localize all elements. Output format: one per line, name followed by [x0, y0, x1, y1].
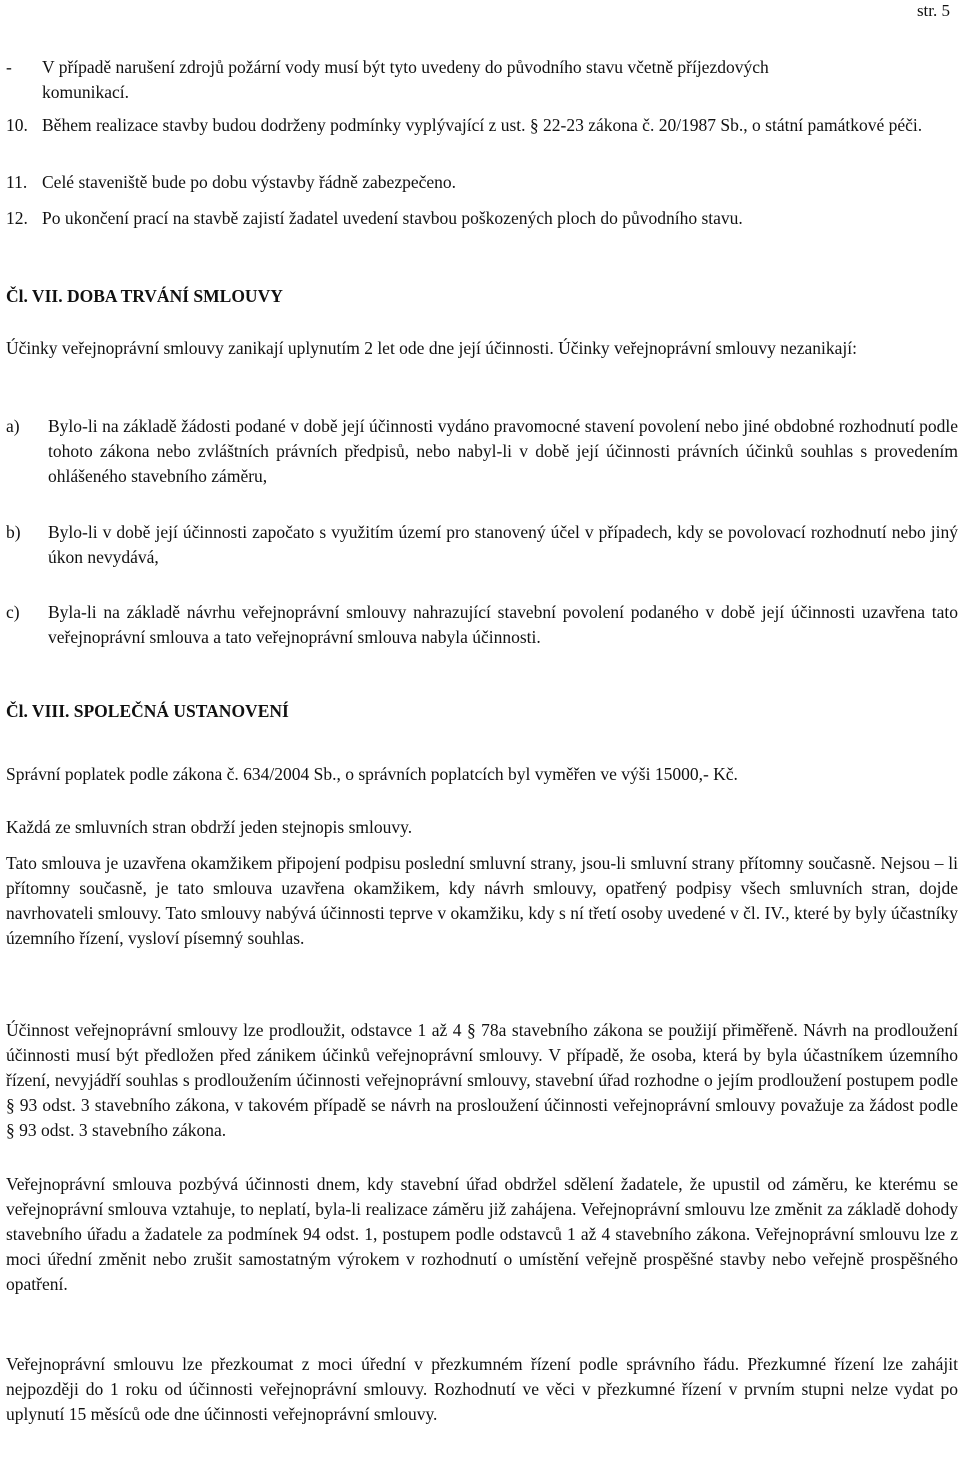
clause-item [6, 600, 958, 650]
paragraph: Veřejnoprávní smlouvu lze přezkoumat z moci úřední v přezkumném řízení podle správního řádu. Přezkumné řízení lze zahájit nejpozději do 1 roku od účinnosti veřejnoprávní smlouvy. Rozhodnutí ve věci v přezkumné řízení v prvním stupni nelze vydat po uplynutí 15 měsíců ode dne účinnosti veřejnoprávní smlouvy. [6, 1354, 958, 1424]
paragraph: Každá ze smluvních stran obdrží jeden stejnopis smlouvy. [6, 817, 413, 837]
section-heading: Čl. VII. DOBA TRVÁNÍ SMLOUVY [6, 286, 283, 306]
clause-item [6, 520, 958, 570]
clause-text: Bylo-li na základě žádosti podané v době její účinnosti vydáno pravomocné stavení povolení nebo jiné obdobné rozhodnutí podle tohoto zákona nebo zvláštních právních předpisů, nebo nabyl-li v době její účinnosti právních účinků souhlas s provedením ohlášeného stavebního záměru, [48, 416, 958, 486]
clause-marker: a) [6, 416, 20, 436]
clause-marker: c) [6, 602, 20, 622]
list-marker: 12. [6, 208, 28, 228]
paragraph: Správní poplatek podle zákona č. 634/2004 Sb., o správních poplatcích byl vyměřen ve výši 15000,- Kč. [6, 764, 738, 784]
paragraph: Tato smlouva je uzavřena okamžikem připojení podpisu poslední smluvní strany, jsou-li smluvní strany přítomny současně. Nejsou – li přítomny současně, je tato smlouva uzavřena okamžikem, kdy návrh smlouvy, opatřený podpisy všech smluvních stran, dojde navrhovateli smlouvy. Tato smlouvy nabývá účinnosti teprve v okamžiku, kdy s ní třetí osoby uvedené v čl. IV., které by byly účastníky územního řízení, vysloví písemný souhlas. [6, 853, 958, 948]
list-item [6, 55, 856, 105]
section-intro: Účinky veřejnoprávní smlouvy zanikají uplynutím 2 let ode dne její účinnosti. Účinky veřejnoprávní smlouvy nezanikají: [6, 338, 857, 358]
list-item [6, 170, 956, 195]
list-item [6, 113, 956, 138]
list-marker: 10. [6, 115, 28, 135]
paragraph: Veřejnoprávní smlouva pozbývá účinnosti dnem, kdy stavební úřad obdržel sdělení žadatele, že upustil od záměru, ke kterému se veřejnoprávní smlouva vztahuje, to neplatí, byla-li realizace záměru již zahájena. Veřejnoprávní smlouvu lze změnit za základě dohody stavebního úřadu a žadatele za podmínek 94 odst. 1, postupem podle odstavců 1 až 4 stavebního zákona. Veřejnoprávní smlouvu lze z moci úřední změnit nebo zrušit samostatným výrokem v rozhodnutí o umístění veřejně prospěšné stavby nebo veřejně prospěšného opatření. [6, 1174, 958, 1294]
clause-text: Bylo-li v době její účinnosti započato s využitím území pro stanovený účel v případech, kdy se povolovací rozhodnutí nebo jiný úkon nevydává, [48, 522, 958, 567]
clause-text: Byla-li na základě návrhu veřejnoprávní smlouvy nahrazující stavební povolení podaného v době její účinnosti uzavřena tato veřejnoprávní smlouva a tato veřejnoprávní smlouva nabyla účinnosti. [48, 602, 958, 647]
list-text: Během realizace stavby budou dodrženy podmínky vyplývající z ust. § 22-23 zákona č. 20/1987 Sb., o státní památkové péči. [42, 115, 923, 135]
list-text: V případě narušení zdrojů požární vody musí být tyto uvedeny do původního stavu včetně příjezdových komunikací. [42, 57, 769, 102]
paragraph: Účinnost veřejnoprávní smlouvy lze prodloužit, odstavce 1 až 4 § 78a stavebního zákona se použijí přiměřeně. Návrh na prodloužení účinnosti musí být předložen před zánikem účinků veřejnoprávní smlouvy. V případě, že osoba, která by byla účastníkem územního řízení, nevyjádří souhlas s prodloužením účinnosti veřejnoprávní smlouvy, stavební úřad rozhodne o jejím prodloužení postupem podle § 93 odst. 3 stavebního zákona, v takovém případě se návrh na prosloužení účinnosti veřejnoprávní smlouvy považuje za žádost podle § 93 odst. 3 stavebního zákona. [6, 1020, 958, 1140]
list-marker: 11. [6, 172, 28, 192]
clause-marker: b) [6, 522, 21, 542]
section-heading: Čl. VIII. SPOLEČNÁ USTANOVENÍ [6, 701, 289, 721]
list-text: Celé staveniště bude po dobu výstavby řádně zabezpečeno. [42, 172, 457, 192]
list-marker: - [6, 57, 12, 77]
list-item [6, 206, 956, 231]
page-number: str. 5 [916, 1, 950, 20]
list-text: Po ukončení prací na stavbě zajistí žadatel uvedení stavbou poškozených ploch do původního stavu. [42, 208, 743, 228]
clause-item [6, 414, 958, 489]
